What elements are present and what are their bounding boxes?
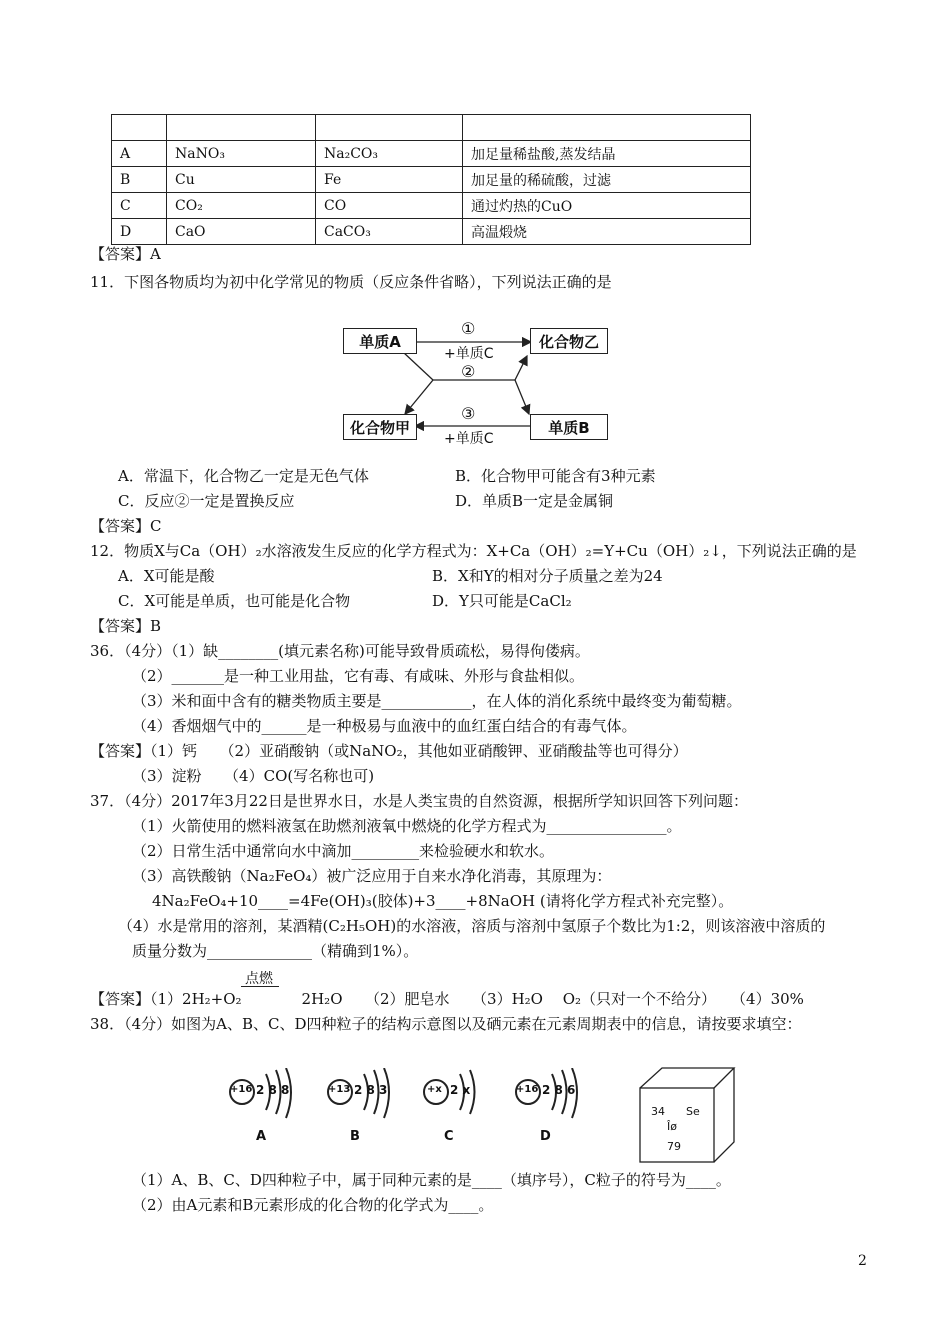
q11-option-b: B．化合物甲可能含有3种元素	[455, 467, 656, 485]
atom-d-shells: 2 8 6	[542, 1083, 576, 1097]
atom-c-letter: C	[444, 1129, 454, 1144]
q11-stem: 11．下图各物质均为初中化学常见的物质（反应条件省略），下列说法正确的是	[90, 273, 612, 291]
q10-answer: 【答案】A	[90, 245, 161, 263]
options-table	[111, 114, 751, 245]
q12-option-c: C．X可能是单质，也可能是化合物	[118, 592, 351, 610]
selenium-name: Îø	[667, 1120, 677, 1133]
q37-answer: 【答案】（1）2H₂+O₂ 2H₂O （2）肥皂水 （3）H₂O O₂（只对一个不给分） （4）30%	[90, 990, 804, 1008]
q12-answer: 【答案】B	[90, 617, 162, 635]
q12-option-d: D．Y只可能是CaCl₂	[432, 592, 572, 610]
q37-equation: 4Na₂FeO₄+10____=4Fe(OH)₃(胶体)+3____+8NaOH (请将化学方程式补充完整）。	[152, 892, 734, 910]
reaction-label-1: ①	[461, 319, 476, 338]
box-compound-yi: 化合物乙	[530, 328, 608, 354]
q11-option-d: D．单质B一定是金属铜	[455, 492, 614, 510]
q36-part-4: （4）香烟烟气中的______是一种极易与血液中的血红蛋白结合的有毒气体。	[132, 717, 637, 735]
atom-a-nucleus: +16	[230, 1084, 253, 1095]
atom-c-nucleus: +x	[427, 1084, 442, 1095]
q37-part-2: （2）日常生活中通常向水中滴加_________来检验硬水和软水。	[132, 842, 555, 860]
table-row: D CaO CaCO₃ 高温煅烧	[112, 219, 751, 245]
atom-c-shells: 2 x	[450, 1083, 471, 1097]
q37-part-4-cont: 质量分数为______________（精确到1%）。	[132, 942, 419, 960]
reaction-label-3-reagent: +单质C	[444, 431, 494, 447]
q37-part-3: （3）高铁酸钠（Na₂FeO₄）被广泛应用于自来水净化消毒，其原理为：	[132, 867, 612, 885]
table-row: A NaNO₃ Na₂CO₃ 加足量稀盐酸,蒸发结晶	[112, 141, 751, 167]
q38-part-2: （2）由A元素和B元素形成的化合物的化学式为____。	[132, 1196, 494, 1214]
q38-stem: 38．（4分）如图为A、B、C、D四种粒子的结构示意图以及硒元素在元素周期表中的信息，请按要求填空：	[90, 1015, 802, 1033]
q37-part-1: （1）火箭使用的燃料液氢在助燃剂液氧中燃烧的化学方程式为________________。	[132, 817, 682, 835]
table-row: C CO₂ CO 通过灼热的CuO	[112, 193, 751, 219]
q36-part-2: （2）_______是一种工业用盐，它有毒、有咸味、外形与食盐相似。	[132, 667, 585, 685]
selenium-atomic-number: 34	[651, 1105, 665, 1118]
q12-option-a: A．X可能是酸	[118, 567, 215, 585]
page-number: 2	[858, 1253, 867, 1269]
q36-stem: 36．（4分）（1）缺________(填元素名称)可能导致骨质疏松，易得佝偻病。	[90, 642, 590, 660]
atom-a-shells: 2 8 8	[256, 1083, 290, 1097]
q36-answer-cont: （3）淀粉 （4）CO(写名称也可)	[132, 767, 375, 785]
reaction-label-2: ②	[461, 362, 476, 381]
box-compound-jia: 化合物甲	[343, 414, 417, 440]
q37-part-4: （4）水是常用的溶剂，某酒精(C₂H₅OH)的水溶液，溶质与溶剂中氢原子个数比为1:2，则该溶液中溶质的	[118, 917, 826, 935]
q38-part-1: （1）A、B、C、D四种粒子中，属于同种元素的是____（填序号），C粒子的符号为____。	[132, 1171, 731, 1189]
reaction-label-3: ③	[461, 404, 476, 423]
selenium-atomic-mass: 79	[667, 1140, 681, 1153]
q12-stem: 12．物质X与Ca（OH）₂水溶液发生反应的化学方程式为：X+Ca（OH）₂=Y+Cu（OH）₂↓，下列说法正确的是	[90, 542, 857, 560]
selenium-symbol: Se	[686, 1105, 700, 1118]
q36-answer: 【答案】（1）钙 （2）亚硝酸钠（或NaNO₂，其他如亚硝酸钾、亚硝酸盐等也可得分）	[90, 742, 688, 760]
q37-stem: 37．（4分）2017年3月22日是世界水日，水是人类宝贵的自然资源，根据所学知识回答下列问题：	[90, 792, 748, 810]
reaction-label-1-reagent: +单质C	[444, 346, 494, 362]
atom-a-letter: A	[256, 1129, 267, 1144]
table-row: B Cu Fe 加足量的稀硫酸，过滤	[112, 167, 751, 193]
atom-d-letter: D	[540, 1129, 551, 1144]
atom-b-nucleus: +13	[328, 1084, 351, 1095]
table-header-row	[112, 115, 751, 141]
q11-answer: 【答案】C	[90, 517, 162, 535]
atom-b-shells: 2 8 3	[354, 1083, 388, 1097]
box-element-b: 单质B	[530, 414, 608, 440]
ignite-condition: 点燃	[245, 971, 273, 987]
q12-option-b: B．X和Y的相对分子质量之差为24	[432, 567, 663, 585]
q11-option-a: A．常温下，化合物乙一定是无色气体	[118, 467, 369, 485]
atom-b-letter: B	[350, 1129, 360, 1144]
box-element-a: 单质A	[343, 328, 417, 354]
q11-option-c: C．反应②一定是置换反应	[118, 492, 295, 510]
atom-d-nucleus: +16	[516, 1084, 539, 1095]
q36-part-3: （3）米和面中含有的糖类物质主要是____________，在人体的消化系统中最终变为葡萄糖。	[132, 692, 742, 710]
